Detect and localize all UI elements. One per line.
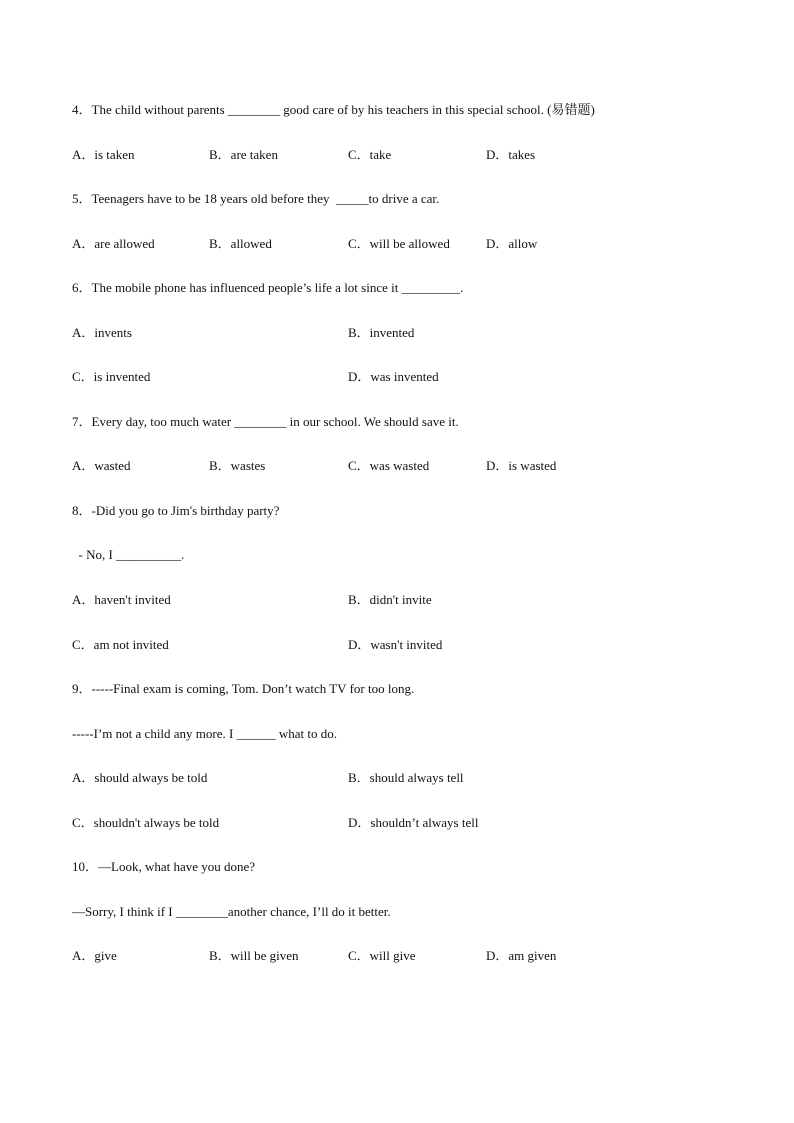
q7-option-c[interactable]: C．was wasted xyxy=(348,458,430,473)
q6-option-b[interactable]: B．invented xyxy=(348,325,415,340)
question-9-reply: -----I’m not a child any more. I ______ what to do. xyxy=(72,726,337,741)
q8-option-d[interactable]: D．wasn't invited xyxy=(348,637,443,652)
q10-option-a[interactable]: A．give xyxy=(72,948,117,963)
q4-option-d[interactable]: D．takes xyxy=(486,147,536,162)
q10-option-d[interactable]: D．am given xyxy=(486,948,557,963)
q5-option-c[interactable]: C．will be allowed xyxy=(348,236,450,251)
q6-option-d[interactable]: D．was invented xyxy=(348,369,439,384)
q5-option-b[interactable]: B．allowed xyxy=(209,236,272,251)
question-8-stem: 8．-Did you go to Jim's birthday party? xyxy=(72,503,280,518)
q9-option-c[interactable]: C．shouldn't always be told xyxy=(72,815,220,830)
question-5-stem: 5．Teenagers have to be 18 years old before they _____to drive a car. xyxy=(72,191,440,206)
q8-option-b[interactable]: B．didn't invite xyxy=(348,592,432,607)
q8-option-c[interactable]: C．am not invited xyxy=(72,637,169,652)
question-4-stem: 4．The child without parents ________ good care of by his teachers in this special school. (易错题) xyxy=(72,102,595,117)
q9-option-a[interactable]: A．should always be told xyxy=(72,770,208,785)
q7-option-d[interactable]: D．is wasted xyxy=(486,458,557,473)
q9-option-b[interactable]: B．should always tell xyxy=(348,770,464,785)
q4-option-a[interactable]: A．is taken xyxy=(72,147,135,162)
q10-option-c[interactable]: C．will give xyxy=(348,948,416,963)
question-7-stem: 7．Every day, too much water ________ in our school. We should save it. xyxy=(72,414,459,429)
q5-option-d[interactable]: D．allow xyxy=(486,236,538,251)
question-8-reply: - No, I __________. xyxy=(72,547,185,562)
q9-option-d[interactable]: D．shouldn’t always tell xyxy=(348,815,479,830)
question-10-reply: —Sorry, I think if I ________another chance, I’ll do it better. xyxy=(72,904,391,919)
q4-option-c[interactable]: C．take xyxy=(348,147,392,162)
q8-option-a[interactable]: A．haven't invited xyxy=(72,592,171,607)
q5-option-a[interactable]: A．are allowed xyxy=(72,236,155,251)
q7-option-b[interactable]: B．wastes xyxy=(209,458,266,473)
q4-option-b[interactable]: B．are taken xyxy=(209,147,278,162)
q6-option-a[interactable]: A．invents xyxy=(72,325,132,340)
question-6-stem: 6．The mobile phone has influenced people’s life a lot since it _________. xyxy=(72,280,464,295)
question-9-stem: 9．-----Final exam is coming, Tom. Don’t watch TV for too long. xyxy=(72,681,415,696)
q6-option-c[interactable]: C．is invented xyxy=(72,369,151,384)
question-10-stem: 10．—Look, what have you done? xyxy=(72,859,256,874)
q7-option-a[interactable]: A．wasted xyxy=(72,458,131,473)
q10-option-b[interactable]: B．will be given xyxy=(209,948,299,963)
